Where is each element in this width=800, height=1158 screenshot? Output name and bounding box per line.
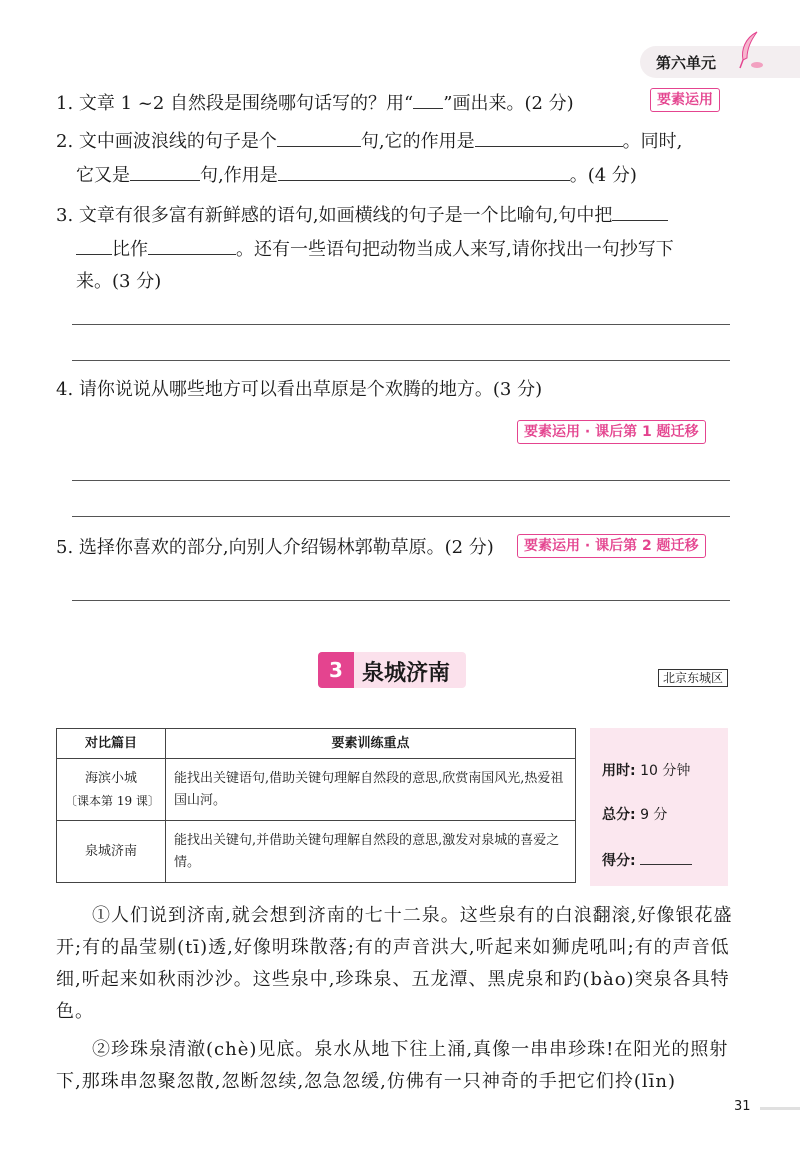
time-info: 用时: 10 分钟: [602, 763, 691, 779]
page-bar: [760, 1107, 800, 1110]
question-3-line-2: 比作 。还有一些语句把动物当成人来写,请你找出一句抄写下: [76, 236, 674, 262]
question-3: 3. 文章有很多富有新鲜感的语句,如画横线的句子是一个比喻句,句中把: [56, 202, 668, 228]
answer-blank[interactable]: [612, 202, 668, 221]
skill-badge: 要素运用 · 课后第 2 题迁移: [517, 534, 706, 558]
passage-paragraph-1: ①人们说到济南,就会想到济南的七十二泉。这些泉有的白浪翻滚,好像银花盛开;有的晶莹剔(tī)透,好像明珠散落;有的声音洪大,听起来如狮虎吼叫;有的声音低细,听起来如秋雨沙沙。这些泉中,珍珠泉、五龙潭、黑虎泉和趵(bào)突泉各具特色。: [56, 905, 733, 1022]
answer-blank[interactable]: [130, 162, 200, 181]
question-2-line-2: 它又是 句,作用是 。(4 分): [76, 162, 637, 188]
feather-pen-icon: [735, 30, 765, 70]
table-header: 对比篇目: [57, 729, 166, 759]
answer-blank[interactable]: [277, 128, 361, 147]
question-4: 4. 请你说说从哪些地方可以看出草原是个欢腾的地方。(3 分): [56, 379, 543, 400]
skill-badge: 要素运用: [650, 88, 720, 112]
lesson-number: 3: [318, 652, 354, 688]
answer-line[interactable]: [72, 600, 730, 601]
question-1: 1. 文章 1 ~2 自然段是围绕哪句话写的？用“ ”画出来。(2 分): [56, 90, 574, 116]
question-5: 5. 选择你喜欢的部分,向别人介绍锡林郭勒草原。(2 分): [56, 537, 494, 558]
table-cell: 能找出关键语句,借助关键句理解自然段的意思,欣赏南国风光,热爱祖国山河。: [166, 759, 576, 821]
table-row: [57, 821, 576, 883]
region-label: 北京东城区: [658, 669, 728, 687]
skill-badge: 要素运用 · 课后第 1 题迁移: [517, 420, 706, 444]
answer-blank[interactable]: [148, 236, 236, 255]
answer-blank[interactable]: [475, 128, 623, 147]
table-cell: 海滨小城 〔课本第 19 课〕: [57, 759, 166, 821]
answer-blank[interactable]: [278, 162, 570, 181]
comparison-table: [56, 728, 576, 883]
answer-blank[interactable]: [76, 236, 112, 255]
got-score-info: 得分:: [602, 850, 692, 870]
score-blank[interactable]: [640, 850, 692, 865]
table-row: [57, 759, 576, 821]
passage-paragraph-2: ②珍珠泉清澈(chè)见底。泉水从地下往上涌,真像一串串珍珠!在阳光的照射下,那珠串忽聚忽散,忽断忽续,忽急忽缓,仿佛有一只神奇的手把它们拎(līn): [56, 1039, 729, 1092]
question-2: 2. 文中画波浪线的句子是个 句,它的作用是 。同时,: [56, 128, 682, 154]
page-number: 31: [734, 1099, 751, 1114]
unit-label: 第六单元: [656, 54, 717, 72]
answer-line[interactable]: [72, 480, 730, 481]
table-cell: 能找出关键句,并借助关键句理解自然段的意思,激发对泉城的喜爱之情。: [166, 821, 576, 883]
score-info: 总分: 9 分: [602, 807, 668, 823]
answer-blank[interactable]: [413, 90, 443, 109]
table-header: 要素训练重点: [166, 729, 576, 759]
table-header-row: [57, 729, 576, 759]
answer-line[interactable]: [72, 516, 730, 517]
answer-line[interactable]: [72, 360, 730, 361]
table-cell: 泉城济南: [57, 821, 166, 883]
lesson-title: 泉城济南: [362, 661, 451, 686]
answer-line[interactable]: [72, 324, 730, 325]
question-3-line-3: 来。(3 分): [76, 271, 162, 292]
